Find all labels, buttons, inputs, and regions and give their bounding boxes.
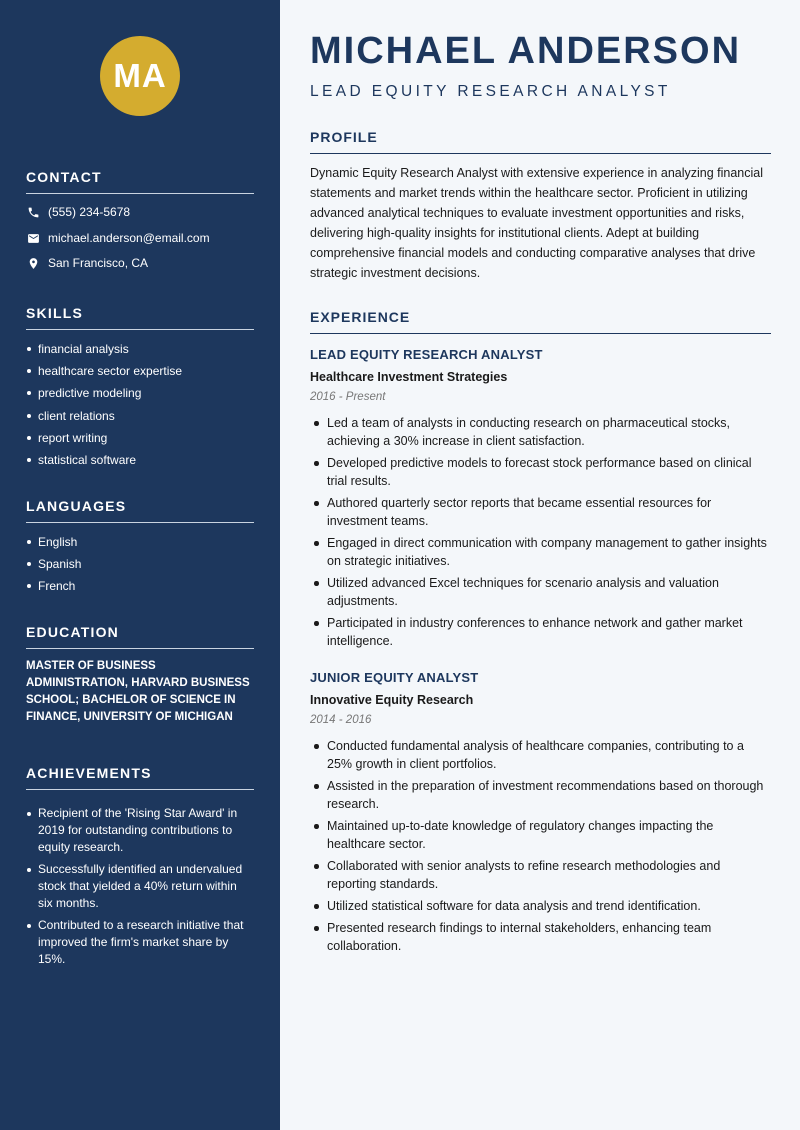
avatar: MA [100,36,180,116]
skills-list [26,341,254,474]
job-bullet: Developed predictive models to forecast stock performance based on clinical trial results. [310,454,772,490]
achievement-item: Contributed to a research initiative that improved the firm's market share by 15%. [26,917,254,968]
contact-heading: CONTACT [26,169,254,194]
candidate-title: LEAD EQUITY RESEARCH ANALYST [310,83,671,100]
profile-heading: PROFILE [310,129,771,154]
job-dates: 2014 - 2016 [310,714,372,726]
education-heading: EDUCATION [26,624,254,649]
job-title: JUNIOR EQUITY ANALYST [310,670,479,685]
job-bullet: Assisted in the preparation of investment recommendations based on thorough research. [310,777,772,813]
skill-item: healthcare sector expertise [26,363,254,385]
profile-text: Dynamic Equity Research Analyst with extensive experience in analyzing financial statements and market trends within the healthcare sector. Proficient in utilizing advanced analytical techniques to evaluate investment opportunities and risks, delivering high-quality insights for institutional clients. Adept at building comprehensive financial models and conducting comparative analyses that drive strategic investment decisions. [310,166,764,280]
language-item: English [26,534,254,556]
job-bullet: Presented research findings to internal stakeholders, enhancing team collaboration. [310,919,772,955]
job-bullet: Collaborated with senior analysts to refine research methodologies and reporting standards. [310,857,772,893]
phone-icon [26,205,40,219]
job-bullet: Engaged in direct communication with company management to gather insights on strategic initiatives. [310,534,772,570]
job-bullet: Conducted fundamental analysis of healthcare companies, contributing to a 25% growth in client portfolios. [310,737,772,773]
skill-item: statistical software [26,452,254,474]
language-item: French [26,578,254,600]
experience-heading: EXPERIENCE [310,309,771,334]
location-text: San Francisco, CA [48,256,149,270]
job-bullet: Utilized advanced Excel techniques for scenario analysis and valuation adjustments. [310,574,772,610]
job-bullet: Led a team of analysts in conducting research on pharmaceutical stocks, achieving a 30% increase in client satisfaction. [310,414,772,450]
job-bullet: Utilized statistical software for data analysis and trend identification. [310,897,772,915]
job-company: Healthcare Investment Strategies [310,370,508,384]
achievement-item: Successfully identified an undervalued stock that yielded a 40% return within six months. [26,861,254,912]
achievement-item: Recipient of the 'Rising Star Award' in 2019 for outstanding contributions to equity research. [26,805,254,856]
job-bullet: Maintained up-to-date knowledge of regulatory changes impacting the healthcare sector. [310,817,772,853]
job-bullets [310,414,772,654]
job-bullet: Authored quarterly sector reports that became essential resources for investment teams. [310,494,772,530]
achievements-list [26,805,254,973]
skill-item: report writing [26,430,254,452]
sidebar [0,0,280,1130]
candidate-name: MICHAEL ANDERSON [310,30,742,72]
language-item: Spanish [26,556,254,578]
skill-item: financial analysis [26,341,254,363]
location-pin-icon [26,256,40,270]
job-dates: 2016 - Present [310,391,386,403]
job-bullets [310,737,772,959]
skills-heading: SKILLS [26,305,254,330]
job-title: LEAD EQUITY RESEARCH ANALYST [310,347,543,362]
languages-heading: LANGUAGES [26,498,254,523]
contact-email[interactable] [26,231,210,245]
contact-location [26,256,148,270]
email-text: michael.anderson@email.com [48,231,210,245]
mail-icon [26,231,40,245]
languages-list [26,534,254,601]
education-text: MASTER OF BUSINESS ADMINISTRATION, HARVARD BUSINESS SCHOOL; BACHELOR OF SCIENCE IN FINANCE, UNIVERSITY OF MICHIGAN [26,660,250,723]
job-bullet: Participated in industry conferences to enhance network and gather market intelligence. [310,614,772,650]
contact-phone[interactable] [26,205,130,219]
skill-item: client relations [26,408,254,430]
skill-item: predictive modeling [26,385,254,407]
job-company: Innovative Equity Research [310,693,474,707]
achievements-heading: ACHIEVEMENTS [26,765,254,790]
phone-text: (555) 234-5678 [48,205,131,219]
